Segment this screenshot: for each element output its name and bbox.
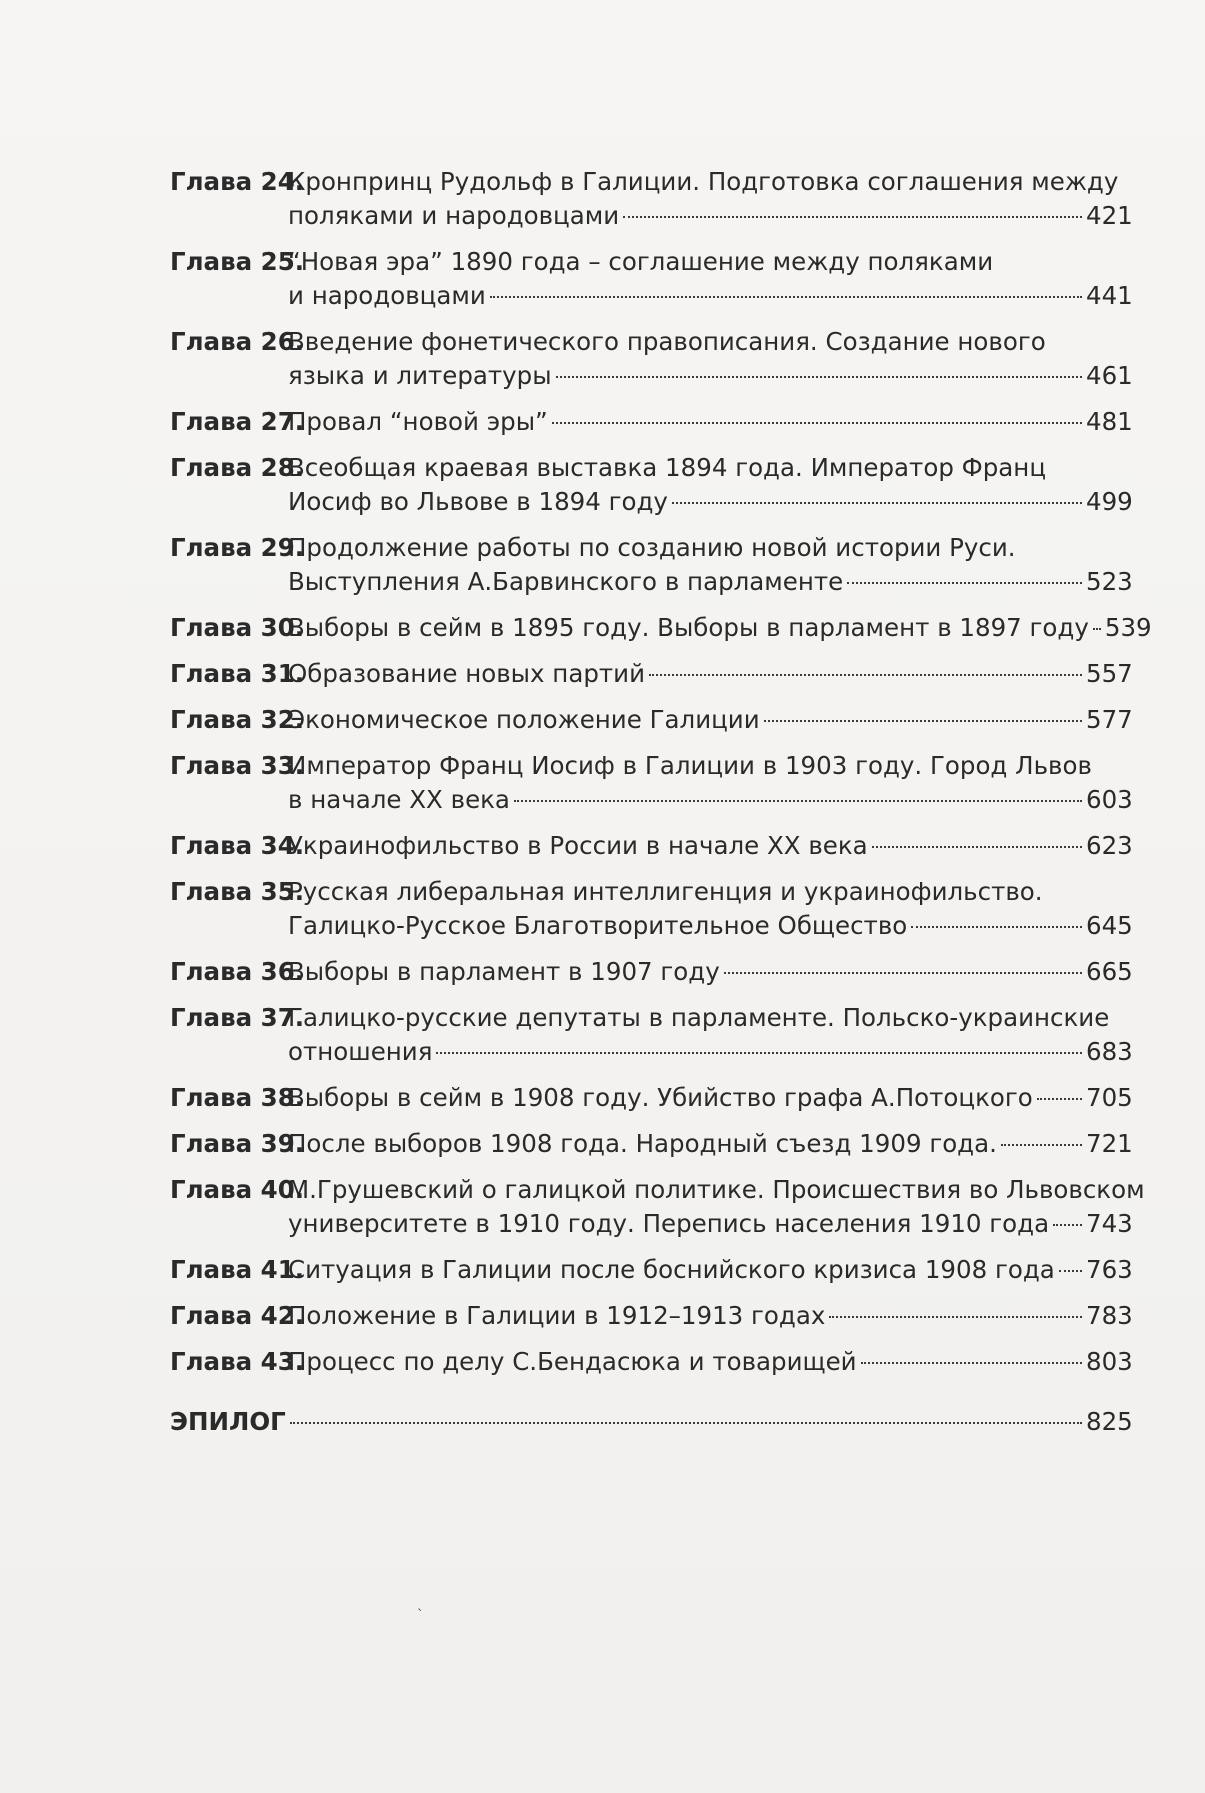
epilog-entry — [170, 1405, 1133, 1439]
chapter-title-final-line — [288, 955, 1133, 989]
page-number: 645 — [1086, 911, 1133, 940]
page-number: 557 — [1086, 659, 1133, 688]
chapter-label: Глава 43. — [170, 1347, 305, 1376]
dot-leader — [623, 216, 1082, 218]
chapter-title-line: университете в 1910 году. Перепись населения 1910 года — [288, 1209, 1050, 1238]
chapter-title-final-line — [288, 1345, 1133, 1379]
chapter-title-line: Выборы в сейм в 1908 году. Убийство графа А.Потоцкого — [288, 1083, 1033, 1112]
chapter-label: Глава 35. — [170, 877, 305, 906]
chapter-title-line: Продолжение работы по созданию новой истории Руси. — [288, 533, 1016, 562]
toc-entry — [170, 1345, 1133, 1379]
page-number: 763 — [1086, 1255, 1133, 1284]
toc-entry — [170, 451, 1133, 519]
dot-leader — [490, 296, 1082, 298]
dot-leader — [1037, 1098, 1082, 1100]
page-number: 783 — [1086, 1301, 1133, 1330]
page-number: 721 — [1086, 1129, 1133, 1158]
toc-entry — [170, 611, 1152, 645]
page-number: 539 — [1104, 613, 1152, 642]
chapter-title-line: Кронпринц Рудольф в Галиции. Подготовка соглашения между — [288, 167, 1119, 196]
toc-entry — [170, 531, 1133, 599]
chapter-title-line: Украинофильство в России в начале XX века — [288, 831, 868, 860]
chapter-title-line: Иосиф во Львове в 1894 году — [288, 487, 668, 516]
dot-leader — [514, 800, 1082, 802]
dot-leader — [847, 582, 1082, 584]
toc-entry — [170, 1081, 1133, 1115]
chapter-label: Глава 29. — [170, 533, 305, 562]
page-number: 577 — [1086, 705, 1133, 734]
dot-leader — [1093, 628, 1101, 630]
dot-leader — [436, 1052, 1082, 1054]
page-number: 603 — [1086, 785, 1133, 814]
page-number: 705 — [1086, 1083, 1133, 1112]
dot-leader — [672, 502, 1082, 504]
toc-entry — [170, 829, 1133, 863]
chapter-title-final-line — [288, 199, 1133, 233]
chapter-title-line: Выборы в парламент в 1907 году — [288, 957, 720, 986]
chapter-title-final-line — [288, 405, 1133, 439]
dot-leader — [1059, 1270, 1082, 1272]
chapter-title-line: Выступления А.Барвинского в парламенте — [288, 567, 844, 596]
chapter-title-final-line — [288, 1127, 1133, 1161]
page-number: 421 — [1086, 201, 1133, 230]
chapter-title-line: Введение фонетического правописания. Создание нового — [288, 327, 1046, 356]
page-number: 825 — [1086, 1407, 1133, 1436]
chapter-title-line: в начале XX века — [288, 785, 510, 814]
page-number: 461 — [1086, 361, 1133, 390]
page-number: 523 — [1086, 567, 1133, 596]
chapter-title-final-line — [288, 909, 1133, 943]
chapter-label: Глава 42. — [170, 1301, 305, 1330]
chapter-title-final-line — [288, 657, 1133, 691]
page-number: 441 — [1086, 281, 1133, 310]
chapter-title-line: Галицко-Русское Благотворительное Общество — [288, 911, 908, 940]
toc-entry — [170, 245, 1133, 313]
toc-entry — [170, 703, 1133, 737]
dot-leader — [1001, 1144, 1082, 1146]
chapter-title-line: “Новая эра” 1890 года – соглашение между поляками — [288, 247, 994, 276]
chapter-label: Глава 25. — [170, 247, 305, 276]
toc-entry — [170, 955, 1133, 989]
chapter-title-final-line — [288, 485, 1133, 519]
chapter-title-final-line — [288, 1299, 1133, 1333]
chapter-title-line: Положение в Галиции в 1912–1913 годах — [288, 1301, 826, 1330]
chapter-title-line: Процесс по делу С.Бендасюка и товарищей — [288, 1347, 857, 1376]
chapter-title-line: Экономическое положение Галиции — [288, 705, 760, 734]
chapter-label: Глава 32. — [170, 705, 305, 734]
chapter-label: Глава 28. — [170, 453, 305, 482]
chapter-title-line: отношения — [288, 1037, 433, 1066]
chapter-label: Глава 31. — [170, 659, 305, 688]
chapter-label: Глава 41. — [170, 1255, 305, 1284]
chapter-title-line: Русская либеральная интеллигенция и украинофильство. — [288, 877, 1043, 906]
chapter-label: Глава 36. — [170, 957, 305, 986]
dot-leader — [649, 674, 1082, 676]
dot-leader — [556, 376, 1082, 378]
stray-mark: ՝ — [418, 1608, 422, 1624]
chapter-title-line: поляками и народовцами — [288, 201, 620, 230]
chapter-title-final-line — [288, 565, 1133, 599]
chapter-title-line: Всеобщая краевая выставка 1894 года. Император Франц — [288, 453, 1047, 482]
chapter-label: Глава 37. — [170, 1003, 305, 1032]
chapter-label: Глава 34. — [170, 831, 305, 860]
chapter-label: Глава 33. — [170, 751, 305, 780]
chapter-title-line: Ситуация в Галиции после боснийского кризиса 1908 года — [288, 1255, 1055, 1284]
page-number: 683 — [1086, 1037, 1133, 1066]
chapter-title-line: После выборов 1908 года. Народный съезд 1909 года. — [288, 1129, 997, 1158]
toc-entry — [170, 875, 1133, 943]
chapter-label: Глава 38. — [170, 1083, 305, 1112]
chapter-title-line: языка и литературы — [288, 361, 552, 390]
dot-leader — [290, 1422, 1082, 1424]
page-number: 623 — [1086, 831, 1133, 860]
page-number: 481 — [1086, 407, 1133, 436]
chapter-title-final-line — [288, 1207, 1133, 1241]
chapter-title-final-line — [288, 703, 1133, 737]
chapter-title-final-line — [288, 783, 1133, 817]
dot-leader — [1053, 1224, 1082, 1226]
toc-entry — [170, 1299, 1133, 1333]
toc-entry — [170, 325, 1133, 393]
chapter-title-line: Выборы в сейм в 1895 году. Выборы в парламент в 1897 году — [288, 613, 1089, 642]
chapter-title-line: Образование новых партий — [288, 659, 646, 688]
page-number: 499 — [1086, 487, 1133, 516]
chapter-title-final-line — [288, 829, 1133, 863]
page-number: 803 — [1086, 1347, 1133, 1376]
page-number: 665 — [1086, 957, 1133, 986]
chapter-title-final-line — [288, 1035, 1133, 1069]
chapter-title-line: Галицко-русские депутаты в парламенте. Польско-украинские — [288, 1003, 1110, 1032]
table-of-contents — [170, 165, 1152, 1439]
toc-entry — [170, 165, 1133, 233]
epilog-label: ЭПИЛОГ — [170, 1407, 286, 1436]
chapter-label: Глава 40. — [170, 1175, 305, 1204]
dot-leader — [764, 720, 1082, 722]
chapter-title-line: Император Франц Иосиф в Галиции в 1903 году. Город Львов — [288, 751, 1092, 780]
dot-leader — [829, 1316, 1082, 1318]
chapter-title-line: Провал “новой эры” — [288, 407, 548, 436]
chapter-title-final-line — [288, 611, 1152, 645]
toc-entry — [170, 657, 1133, 691]
chapter-title-final-line — [288, 1081, 1133, 1115]
page-number: 743 — [1086, 1209, 1133, 1238]
dot-leader — [724, 972, 1082, 974]
chapter-title-line: М.Грушевский о галицкой политике. Происшествия во Львовском — [288, 1175, 1145, 1204]
chapter-label: Глава 39. — [170, 1129, 305, 1158]
dot-leader — [872, 846, 1082, 848]
toc-entry — [170, 749, 1133, 817]
dot-leader — [911, 926, 1082, 928]
chapter-label: Глава 26. — [170, 327, 305, 356]
toc-entry — [170, 1127, 1133, 1161]
chapter-label: Глава 24. — [170, 167, 305, 196]
toc-entry — [170, 1173, 1145, 1241]
chapter-title-final-line — [288, 279, 1133, 313]
dot-leader — [861, 1362, 1082, 1364]
toc-entry — [170, 405, 1133, 439]
chapter-title-final-line — [288, 359, 1133, 393]
dot-leader — [552, 422, 1082, 424]
chapter-title-line: и народовцами — [288, 281, 486, 310]
toc-entry — [170, 1001, 1133, 1069]
toc-entry — [170, 1253, 1133, 1287]
chapter-title-final-line — [288, 1253, 1133, 1287]
chapter-label: Глава 27. — [170, 407, 305, 436]
chapter-label: Глава 30. — [170, 613, 305, 642]
